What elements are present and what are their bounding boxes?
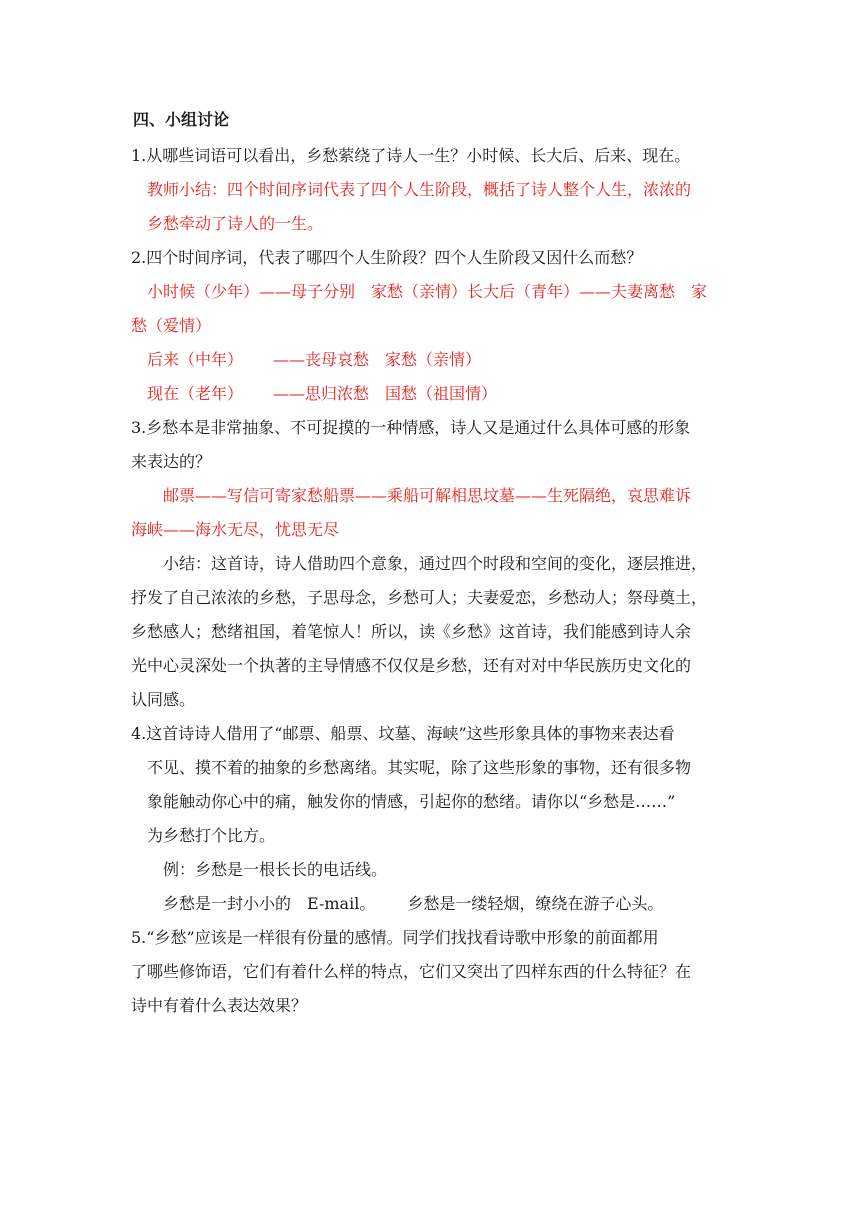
q4-example2-part2: 乡愁是一缕轻烟，缭绕在游子心头。 [407, 894, 664, 913]
q4-line: 为乡愁打个比方。 [147, 826, 276, 845]
stage-adult-period: 长大后（青年）——夫妻离愁 [467, 282, 676, 301]
q3-answer-line2: 海峡——海水无尽，忧思无尽 [131, 520, 340, 539]
stage-later-sorrow: 家愁（亲情） [385, 350, 482, 369]
q3-summary-line: 抒发了自己浓浓的乡愁，子思母念，乡愁可人；夫妻爱恋，乡愁动人；祭母奠土， [131, 588, 708, 607]
stage-later-period: 后来（中年） [147, 350, 244, 369]
q3-answer-line1: 邮票——写信可寄家愁船票——乘船可解相思坟墓——生死隔绝，哀思难诉 [163, 486, 692, 505]
q4-line: 象能触动你心中的痛，触发你的情感，引起你的愁绪。请你以“乡愁是……” [147, 792, 676, 811]
q1-summary-line2: 乡愁牵动了诗人的一生。 [147, 214, 324, 233]
q5-line: 了哪些修饰语，它们有着什么样的特点，它们又突出了四样东西的什么特征？在 [131, 962, 692, 981]
q3-summary-line: 小结：这首诗，诗人借助四个意象，通过四个时段和空间的变化，逐层推进， [163, 554, 708, 573]
stage-now-sorrow: 国愁（祖国情） [385, 384, 498, 403]
q4-line: 4.这首诗诗人借用了“邮票、船票、坟墓、海峡”这些形象具体的事物来表达看 [131, 724, 675, 743]
q4-example2 [163, 894, 663, 914]
q1-summary-line1: 教师小结：四个时间序词代表了四个人生阶段，概括了诗人整个人生，浓浓的 [147, 180, 692, 199]
q3-question-line2: 来表达的？ [131, 452, 212, 471]
q5-line: 5.“乡愁”应该是一样很有份量的感情。同学们找找看诗歌中形象的前面都用 [131, 928, 659, 947]
q2-stage-now [147, 384, 497, 404]
stage-childhood-sorrow: 家愁（亲情） [371, 282, 468, 301]
q4-line: 不见、摸不着的抽象的乡愁离绪。其实呢，除了这些形象的事物，还有很多物 [147, 758, 692, 777]
stage-childhood-period: 小时候（少年）——母子分别 [147, 282, 356, 301]
stage-now-event: ——思归浓愁 [273, 384, 370, 403]
q3-summary-line: 光中心灵深处一个执著的主导情感不仅仅是乡愁，还有对对中华民族历史文化的 [131, 656, 692, 675]
q2-question: 2.四个时间序词，代表了哪四个人生阶段？四个人生阶段又因什么而愁？ [131, 248, 643, 267]
stage-later-event: ——丧母哀愁 [273, 350, 370, 369]
q3-summary-line: 乡愁感人；愁绪祖国，着笔惊人！所以，读《乡愁》这首诗，我们能感到诗人余 [131, 622, 692, 641]
stage-adult-sorrow-part2: 愁（爱情） [131, 316, 212, 335]
q4-example2-part1: 乡愁是一封小小的 E-mail。 [163, 894, 376, 913]
stage-adult-sorrow-part1: 家 [691, 282, 708, 301]
q5-line: 诗中有着什么表达效果？ [131, 996, 308, 1015]
q2-stage-later [147, 350, 481, 370]
q2-stage-childhood-adult [147, 282, 707, 302]
q1-question: 1.从哪些词语可以看出，乡愁萦绕了诗人一生？小时候、长大后、后来、现在。 [131, 146, 691, 165]
stage-now-period: 现在（老年） [147, 384, 244, 403]
section-title: 四、小组讨论 [133, 110, 230, 129]
q3-summary-line: 认同感。 [131, 690, 196, 709]
q3-question-line1: 3.乡愁本是非常抽象、不可捉摸的一种情感，诗人又是通过什么具体可感的形象 [131, 418, 691, 437]
q4-example: 例：乡愁是一根长长的电话线。 [163, 860, 388, 879]
